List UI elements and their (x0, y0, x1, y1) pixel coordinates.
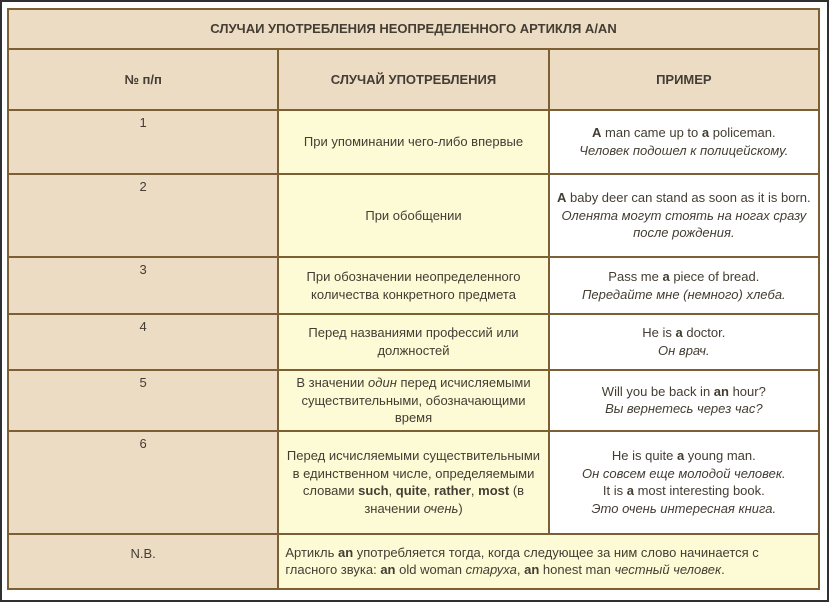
example-line-ru: Человек подошел к полицейскому. (579, 143, 789, 158)
table-row (8, 174, 819, 257)
table-row (8, 110, 819, 174)
column-header-example: ПРИМЕР (549, 49, 819, 110)
nb-text: Артикль an употребляется тогда, когда следующее за ним слово начинается с гласного звука: an old woman старуха, an honest man честный человек. (278, 534, 819, 589)
example-line-en: Pass me a piece of bread. (608, 268, 760, 284)
nb-row (8, 534, 819, 589)
usage-case: Перед исчисляемыми существительными в единственном числе, определяемыми словами such, quite, rather, most (в значении очень) (278, 431, 548, 534)
example-line-en: It is a most interesting book. (602, 483, 765, 499)
table-row (8, 431, 819, 534)
usage-case: В значении один перед исчисляемыми существительными, обозначающими время (278, 370, 548, 431)
example-cell (549, 431, 819, 534)
table-row (8, 370, 819, 431)
table-title: СЛУЧАИ УПОТРЕБЛЕНИЯ НЕОПРЕДЕЛЕННОГО АРТИКЛЯ A/AN (8, 9, 819, 49)
example-line-en: A baby deer can stand as soon as it is born. (557, 190, 811, 206)
example-cell (549, 257, 819, 314)
example-line-en: He is a doctor. (642, 325, 726, 341)
row-number: 3 (8, 257, 278, 314)
example-line-ru: Вы вернетесь через час? (605, 401, 763, 417)
row-number: 2 (8, 174, 278, 257)
column-header-case: СЛУЧАЙ УПОТРЕБЛЕНИЯ (278, 49, 548, 110)
article-usage-table (7, 8, 820, 590)
example-line-ru: Оленята могут стоять на ногах сразу после рождения. (561, 207, 807, 241)
example-line-ru: Он совсем еще молодой человек. (582, 465, 786, 481)
usage-case: Перед названиями профессий или должностей (278, 314, 548, 370)
example-cell (549, 370, 819, 431)
example-line-ru: Он врач. (658, 343, 710, 358)
table-row (8, 314, 819, 370)
row-number: 4 (8, 314, 278, 370)
row-number: 5 (8, 370, 278, 431)
example-cell (549, 174, 819, 257)
column-header-row (8, 49, 819, 110)
table-row (8, 257, 819, 314)
usage-case: При обозначении неопределенного количества конкретного предмета (278, 257, 548, 314)
example-line-ru: Это очень интересная книга. (591, 500, 777, 516)
usage-case: При обобщении (278, 174, 548, 257)
example-line-en: A man came up to a policeman. (592, 125, 776, 141)
nb-label: N.B. (8, 534, 278, 589)
example-line-ru: Передайте мне (немного) хлеба. (581, 286, 786, 302)
table-title-row (8, 9, 819, 49)
example-line-en: Will you be back in an hour? (601, 383, 766, 399)
column-header-number: № п/п (8, 49, 278, 110)
example-cell (549, 110, 819, 174)
row-number: 6 (8, 431, 278, 534)
example-line-en: He is quite a young man. (611, 448, 756, 464)
usage-case: При упоминании чего-либо впервые (278, 110, 548, 174)
example-cell (549, 314, 819, 370)
row-number: 1 (8, 110, 278, 174)
